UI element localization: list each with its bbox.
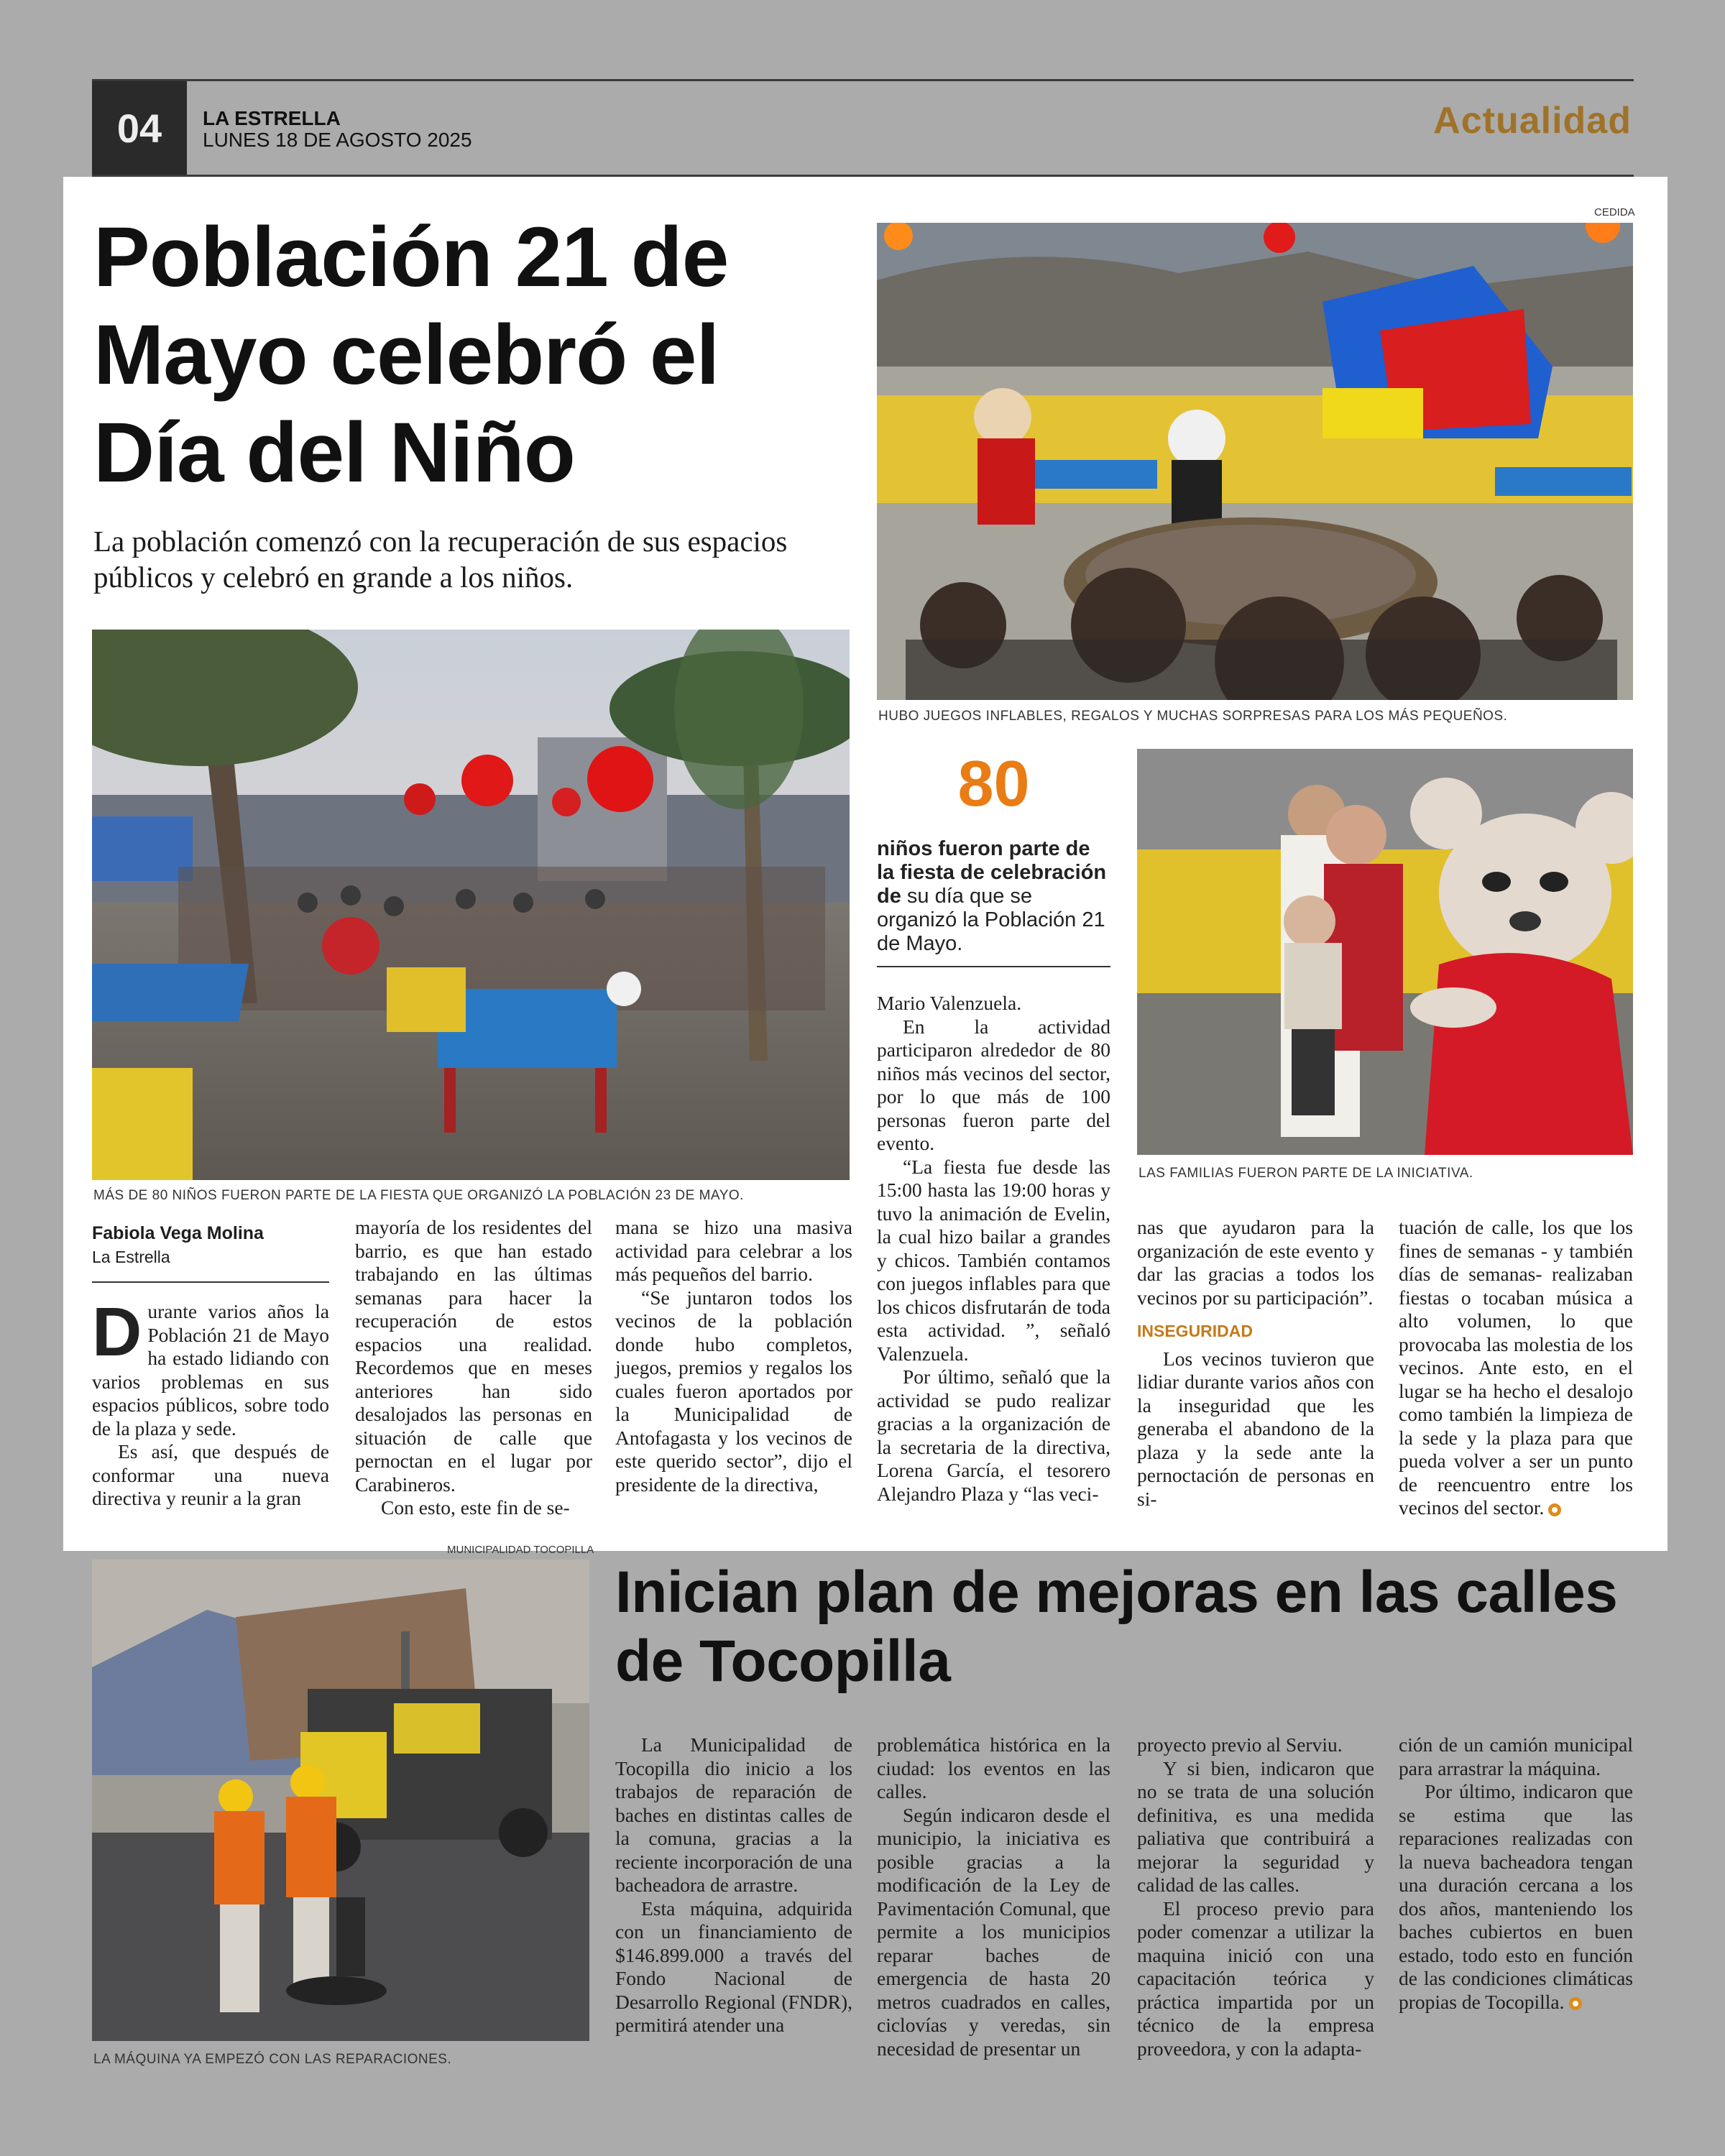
paragraph: mana se hizo una masiva actividad para celebrar a los más pequeños del barrio. <box>615 1216 852 1285</box>
paragraph: Con esto, este fin de se- <box>381 1496 570 1519</box>
photo2-credit: MUNICIPALIDAD TOCOPILLA <box>447 1544 594 1556</box>
stat-rule <box>877 966 1110 967</box>
paragraph: ción de un camión municipal para arrastrar la máquina. <box>1399 1733 1633 1779</box>
photo2-caption: LA MÁQUINA YA EMPEZÓ CON LAS REPARACIONES. <box>93 2052 452 2067</box>
paragraph: proyecto previo al Serviu. <box>1137 1733 1343 1756</box>
author-outlet: La Estrella <box>92 1247 170 1266</box>
paragraph: “Se juntaron todos los vecinos de la población donde hubo completos, juegos, premios y regalos los cuales fueron aportados por la Municipalidad de Antofagasta y los vecinos de este querido sector”, dijo el presidente de la directiva, <box>615 1286 852 1496</box>
article1-headline: Población 21 de Mayo celebró el Día del Niño <box>93 210 729 500</box>
photo-top-caption: HUBO JUEGOS INFLABLES, REGALOS Y MUCHAS SORPRESAS PARA LOS MÁS PEQUEÑOS. <box>878 709 1508 724</box>
article2-headline: Inician plan de mejoras en las calles de Tocopilla <box>615 1560 1618 1694</box>
paragraph-text: urante varios años la Población 21 de Mayo ha estado lidiando con varios problemas en sus espacios públicos, sobre todo de la plaza y sede. <box>92 1300 329 1439</box>
article1-lead: La población comenzó con la recuperación de sus espacios públicos y celebró en grande a los niños. <box>93 525 788 594</box>
photo-top-credit: CEDIDA <box>1594 206 1635 218</box>
issue-date: LUNES 18 DE AGOSTO 2025 <box>203 129 472 151</box>
photo-main-plaza <box>92 630 850 1180</box>
paragraph <box>1399 1780 1633 2014</box>
paragraph-text: Por último, indicaron que se estima que las reparaciones realizadas con la nueva bacheadora tengan una duración cercana a los dos años, manteniendo los baches cubiertos en buen estado, todo esto en función de las condiciones climáticas propias de Tocopilla. <box>1399 1780 1633 2013</box>
paragraph: Es así, que después de conformar una nueva directiva y reunir a la gran <box>92 1440 329 1509</box>
article1-col6 <box>1399 1216 1633 1520</box>
header-top-rule <box>92 79 1634 81</box>
stat-text <box>877 837 1110 956</box>
subheading: INSEGURIDAD <box>1137 1322 1254 1340</box>
article2-col4 <box>1399 1733 1633 2014</box>
end-mark-icon <box>1569 1997 1582 2010</box>
paragraph: Por último, señaló que la actividad se pudo realizar gracias a la organización de la secretaria de la directiva, Lorena García, el tesorero Alejandro Plaza y “las veci- <box>877 1365 1110 1505</box>
photo-bacheadora <box>92 1560 589 2041</box>
end-mark-icon <box>1548 1503 1561 1516</box>
paragraph: Esta máquina, adquirida con un financiamiento de $146.899.000 a través del Fondo Nacional de Desarrollo Regional (FNDR), permitirá atender una <box>615 1897 852 2036</box>
paragraph <box>92 1294 329 1440</box>
paragraph <box>1399 1216 1633 1520</box>
paragraph: nas que ayudaron para la organización de este evento y dar las gracias a todos los vecinos por su participación”. <box>1137 1216 1374 1309</box>
paragraph: problemática histórica en la ciudad: los eventos en las calles. <box>877 1733 1110 1802</box>
article2-col3 <box>1137 1733 1374 2060</box>
article1-col5 <box>1137 1216 1374 1511</box>
article1-col2 <box>355 1216 592 1520</box>
masthead <box>203 108 472 151</box>
byline <box>92 1222 329 1268</box>
photo-main-caption: MÁS DE 80 NIÑOS FUERON PARTE DE LA FIESTA QUE ORGANIZÓ LA POBLACIÓN 23 DE MAYO. <box>93 1188 744 1203</box>
section-label: Actualidad <box>1433 100 1632 142</box>
paragraph: mayoría de los residentes del barrio, es que han estado trabajando en las últimas semanas para hacer la recuperación de estos espacios una realidad. Recordemos que en meses anteriores han sido desalojados las personas en situación de calle que pernoctan en el lugar por Carabineros. <box>355 1216 592 1496</box>
page-number: 04 <box>92 81 187 175</box>
drop-cap: D <box>92 1294 142 1370</box>
author-name: Fabiola Vega Molina <box>92 1223 264 1243</box>
stat-box <box>877 747 1110 967</box>
photo-inflables <box>877 223 1633 700</box>
byline-rule <box>92 1281 329 1283</box>
paragraph: Los vecinos tuvieron que lidiar durante varios años con la inseguridad que les generaba el abandono de la plaza y la sede ante la pernoctación de personas en si- <box>1137 1347 1374 1510</box>
stat-text-bold: niños fueron parte de la fiesta de celebración de <box>877 837 1107 908</box>
stat-number: 80 <box>957 748 1030 820</box>
paragraph: Según indicaron desde el municipio, la iniciativa es posible gracias a la modificación de la Ley de Pavimentación Comunal, que permite a los municipios reparar baches de emergencia de hasta 20 metros cuadrados en calles, ciclovías y veredas, sin necesidad de presentar un <box>877 1803 1110 2060</box>
paragraph: La Municipalidad de Tocopilla dio inicio a los trabajos de reparación de baches en distintas calles de la comuna, gracias a la reciente incorporación de una bacheadora de arrastre. <box>615 1733 852 1896</box>
paragraph: Mario Valenzuela. <box>877 992 1022 1014</box>
paragraph: “La fiesta fue desde las 15:00 hasta las 19:00 horas y tuvo la animación de Evelin, la cual hizo bailar a grandes y chicos. También contamos con juegos inflables para que los chicos disfrutarán de toda esta actividad. ”, señaló Valenzuela. <box>877 1155 1110 1365</box>
article1-col1 <box>92 1222 329 1511</box>
article1-col4 <box>877 992 1110 1506</box>
photo-families-bear <box>1137 749 1633 1155</box>
paragraph: Y si bien, indicaron que no se trata de una solución definitiva, es una medida paliativa que contribuirá a mejorar la seguridad y calidad de las calles. <box>1137 1756 1374 1896</box>
paper-name: LA ESTRELLA <box>203 107 341 129</box>
paragraph: En la actividad participaron alrededor de 80 niños más vecinos del sector, por lo que más de 100 personas fueron parte del evento. <box>877 1015 1110 1154</box>
article2-col2 <box>877 1733 1110 2060</box>
paragraph-text: tuación de calle, los que los fines de semanas - y también días de semanas- realizaban fiestas o tocaban música a alto volumen, lo que provocaba las molestia de los vecinos. Ante esto, en el lugar se ha hecho el desalojo como también la limpieza de la sede y la plaza para que pueda volver a ser un punto de reencuentro entre los vecinos del sector. <box>1399 1216 1633 1519</box>
article1-col3 <box>615 1216 852 1496</box>
photo-right-caption: LAS FAMILIAS FUERON PARTE DE LA INICIATIVA. <box>1138 1166 1473 1181</box>
paragraph: El proceso previo para poder comenzar a utilizar la maquina inició con una capacitación teórica y práctica impartida por un técnico de la empresa proveedora, y con la adapta- <box>1137 1897 1374 2060</box>
article2-col1 <box>615 1733 852 2037</box>
stat-text-rest: su día que se organizó la Población 21 de Mayo. <box>877 885 1105 955</box>
